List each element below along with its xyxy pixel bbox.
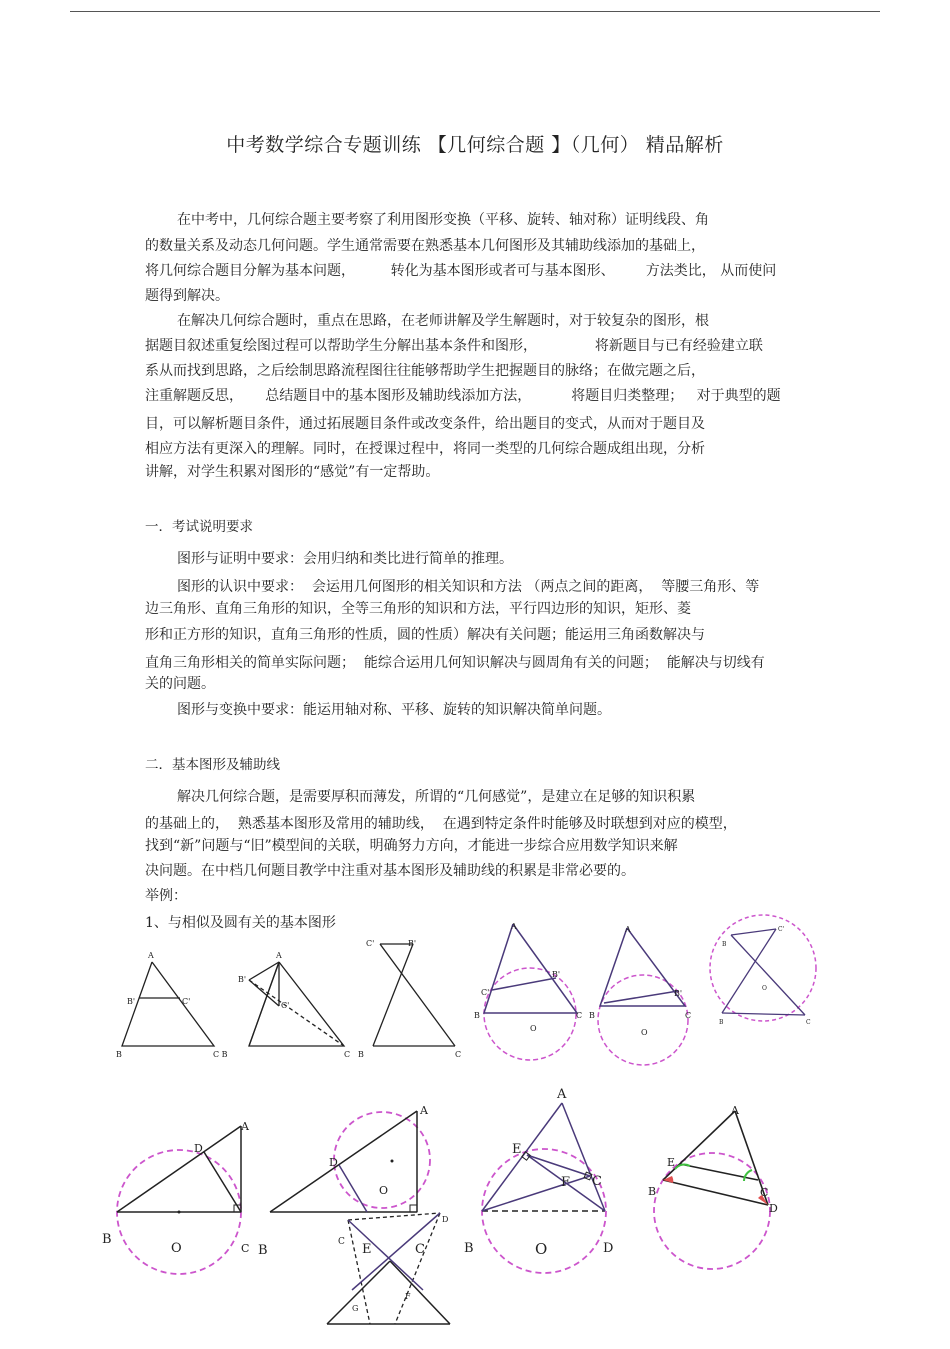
section-heading: 一．考试说明要求 bbox=[145, 519, 253, 535]
intro-line: 目，可以解析题目条件，通过拓展题目条件或改变条件，给出题目的变式，从而对于题目及 bbox=[145, 416, 705, 432]
intro-line: 在中考中，几何综合题主要考察了利用图形变换（平移、旋转、轴对称）证明线段、角 bbox=[177, 212, 709, 228]
label-G: G bbox=[352, 1304, 359, 1313]
label-O: O bbox=[641, 1028, 648, 1037]
label-B: B bbox=[464, 1241, 474, 1256]
label-C: C bbox=[685, 1011, 692, 1020]
figure-11 bbox=[654, 1111, 770, 1269]
intro-line: 注重解题反思， 总结题目中的基本图形及辅助线添加方法， 将题目归类整理； 对于典型的题 bbox=[145, 388, 781, 404]
label-A: A bbox=[511, 922, 517, 931]
figure-8 bbox=[270, 1111, 430, 1212]
label-C: C bbox=[344, 1050, 351, 1059]
label-D: D bbox=[769, 1202, 778, 1215]
label-B: B bbox=[719, 1019, 724, 1026]
label-A: A bbox=[241, 1120, 249, 1133]
label-E: E bbox=[362, 1242, 372, 1257]
page-title: 中考数学综合专题训练 【几何综合题 】（几何） 精品解析 bbox=[226, 134, 724, 156]
label-D: D bbox=[603, 1241, 614, 1256]
intro-line: 据题目叙述重复绘图过程可以帮助学生分解出基本条件和图形， 将新题目与已有经验建立联 bbox=[145, 338, 763, 354]
label-B: B bbox=[474, 1011, 480, 1020]
label-E: E bbox=[667, 1156, 676, 1169]
label-Cp: C' bbox=[182, 997, 191, 1006]
figure-6 bbox=[710, 915, 816, 1021]
label-O: O bbox=[535, 1240, 548, 1258]
intro-line: 讲解，对学生积累对图形的“感觉”有一定帮助。 bbox=[145, 464, 440, 480]
intro-line: 题得到解决。 bbox=[145, 288, 229, 304]
label-Cp: C' bbox=[281, 1001, 290, 1010]
label-C: C bbox=[415, 1242, 425, 1257]
label-C: C bbox=[338, 1237, 345, 1247]
label-O: O bbox=[530, 1024, 537, 1033]
label-Cp: C' bbox=[481, 988, 490, 997]
figure-4 bbox=[484, 924, 577, 1060]
label-Bp: B' bbox=[408, 939, 417, 948]
section1-line: 关的问题。 bbox=[145, 676, 215, 692]
section1-line: 直角三角形相关的简单实际问题； 能综合运用几何知识解决与圆周角有关的问题； 能解决与切线有 bbox=[145, 655, 765, 671]
label-F: F bbox=[405, 1292, 411, 1301]
section1-line: 图形与变换中要求：能运用轴对称、平移、旋转的知识解决简单问题。 bbox=[177, 702, 611, 718]
figure-9 bbox=[327, 1213, 450, 1324]
figure-1 bbox=[122, 962, 214, 1046]
label-E: E bbox=[512, 1142, 522, 1157]
intro-line: 将几何综合题目分解为基本问题， 转化为基本图形或者可与基本图形、 方法类比， 从而使问 bbox=[145, 263, 777, 279]
subheading: 1、与相似及圆有关的基本图形 bbox=[145, 915, 336, 931]
section2-line: 找到“新”问题与“旧”模型间的关联，明确努力方向，才能进一步综合应用数学知识来解 bbox=[145, 838, 678, 854]
label-B: B bbox=[722, 941, 727, 948]
label-O: O bbox=[762, 985, 767, 992]
label-A: A bbox=[148, 951, 154, 960]
header-rule bbox=[70, 11, 880, 12]
section2-line: 决问题。在中档几何题目教学中注重对基本图形及辅助线的积累是非常必要的。 bbox=[145, 863, 635, 879]
label-Bp: B' bbox=[127, 997, 136, 1006]
section1-line: 图形与证明中要求：会用归纳和类比进行简单的推理。 bbox=[177, 551, 513, 567]
label-D: D bbox=[442, 1215, 449, 1224]
label-D: D bbox=[194, 1142, 203, 1155]
label-A: A bbox=[625, 925, 631, 934]
label-O: O bbox=[379, 1184, 389, 1197]
figure-3 bbox=[373, 944, 455, 1046]
intro-line: 系从而找到思路，之后绘制思路流程图往往能够帮助学生把握题目的脉络；在做完题之后， bbox=[145, 363, 705, 379]
label-B: B bbox=[648, 1185, 657, 1198]
label-B: B bbox=[358, 1050, 364, 1059]
label-F: F bbox=[561, 1175, 571, 1190]
label-Cp: C' bbox=[366, 939, 375, 948]
intro-line: 在解决几何综合题时，重点在思路，在老师讲解及学生解题时，对于较复杂的图形，根 bbox=[177, 313, 709, 329]
label-A: A bbox=[557, 1087, 567, 1102]
section1-line: 图形的认识中要求： 会运用几何图形的相关知识和方法 （两点之间的距离， 等腰三角形、等 bbox=[177, 579, 760, 595]
label-C: C bbox=[760, 1186, 769, 1199]
label-B: B bbox=[258, 1243, 268, 1258]
label-Bp: B' bbox=[238, 975, 247, 984]
section1-line: 边三角形、直角三角形的知识，全等三角形的知识和方法，平行四边形的知识，矩形、菱 bbox=[145, 601, 691, 617]
section-heading: 二．基本图形及辅助线 bbox=[145, 757, 280, 773]
section2-line: 的基础上的， 熟悉基本图形及常用的辅助线， 在遇到特定条件时能够及时联想到对应的模型， bbox=[145, 816, 737, 832]
figure-2 bbox=[249, 962, 344, 1046]
label-A: A bbox=[731, 1104, 739, 1117]
label-B: B bbox=[589, 1011, 595, 1020]
label-B: B bbox=[116, 1050, 122, 1059]
geometry-figures bbox=[0, 900, 950, 1349]
section1-line: 形和正方形的知识，直角三角形的性质，圆的性质）解决有关问题；能运用三角函数解决与 bbox=[145, 627, 705, 643]
section2-line: 解决几何综合题，是需要厚积而薄发，所谓的“几何感觉”，是建立在足够的知识积累 bbox=[177, 789, 696, 805]
intro-line: 相应方法有更深入的理解。同时，在授课过程中，将同一类型的几何综合题成组出现，分析 bbox=[145, 441, 705, 457]
label-Cp: C' bbox=[778, 926, 785, 933]
label-C: C bbox=[576, 1011, 583, 1020]
example-label: 举例： bbox=[145, 888, 187, 904]
label-CB: C B bbox=[213, 1050, 228, 1059]
label-Bp: B' bbox=[552, 970, 561, 979]
label-A: A bbox=[276, 951, 282, 960]
label-C: C bbox=[455, 1050, 462, 1059]
label-A: A bbox=[420, 1104, 428, 1117]
label-O: O bbox=[171, 1241, 182, 1256]
label-Bp: B' bbox=[674, 989, 683, 998]
label-C: C bbox=[806, 1019, 811, 1026]
label-C: C bbox=[241, 1242, 250, 1255]
intro-line: 的数量关系及动态几何问题。学生通常需要在熟悉基本几何图形及其辅助线添加的基础上， bbox=[145, 238, 705, 254]
label-B: B bbox=[102, 1232, 112, 1247]
label-D: D bbox=[329, 1156, 338, 1169]
label-C: C bbox=[592, 1174, 602, 1189]
